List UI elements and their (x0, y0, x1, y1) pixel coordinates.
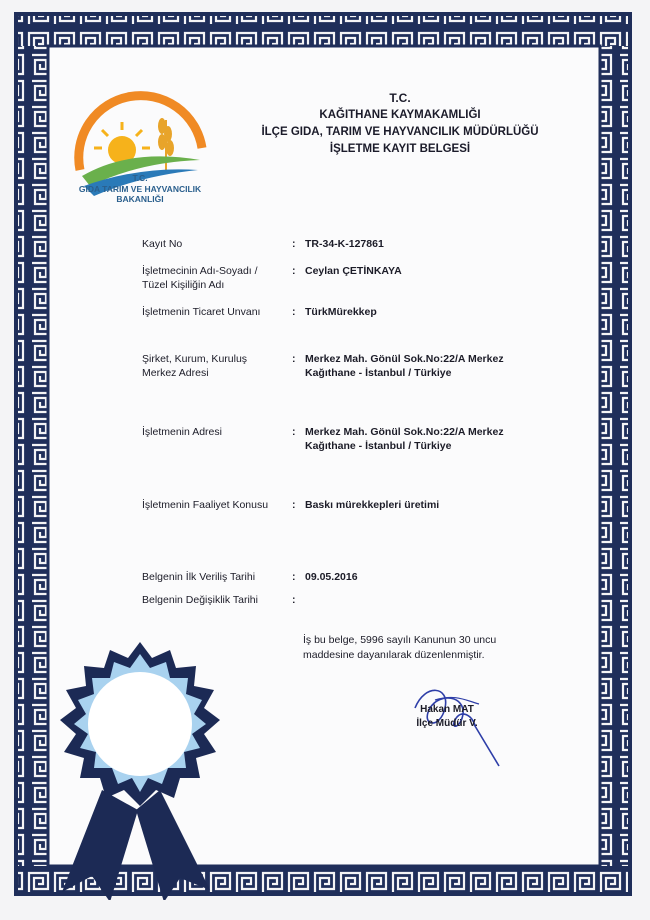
header-office: KAĞITHANE KAYMAKAMLIĞI (319, 109, 481, 121)
document-title: İŞLETME KAYIT BELGESİ (329, 143, 471, 155)
value-line: TürkMürekkep (305, 306, 377, 318)
field-label-trade-name (142, 305, 292, 319)
label-line: Kayıt No (142, 238, 183, 250)
label-line: Belgenin İlk Veriliş Tarihi (142, 571, 256, 583)
field-colon: : (292, 265, 296, 277)
field-value-business-address (305, 425, 555, 453)
field-label-registration-no (142, 237, 292, 251)
logo-caption (66, 173, 214, 205)
field-colon: : (292, 594, 296, 606)
label-line: İşletmecinin Adı-Soyadı / (142, 265, 258, 277)
label-line: İşletmenin Adresi (142, 426, 222, 438)
field-value-trade-name (305, 305, 555, 319)
field-label-hq-address (142, 352, 292, 380)
seal-ribbon (62, 790, 210, 900)
value-line: Baskı mürekkepleri üretimi (305, 499, 440, 511)
header-country: T.C. (389, 91, 411, 105)
label-line: İşletmenin Ticaret Unvanı (142, 306, 261, 318)
logo-caption-line: T.C. (132, 173, 148, 183)
logo-caption-line: GIDA TARIM VE HAYVANCILIK (78, 183, 202, 194)
label-line: Tüzel Kişiliğin Adı (142, 279, 225, 291)
field-colon: : (292, 426, 296, 438)
signatory-title: İlçe Müdür V. (416, 718, 478, 729)
value-line: Kağıthane - İstanbul / Türkiye (305, 440, 452, 452)
field-label-business-address (142, 425, 292, 439)
field-value-activity (305, 498, 555, 512)
field-label-operator-name (142, 264, 292, 292)
field-colon: : (292, 353, 296, 365)
signatory-name: Hakan MAT (420, 704, 474, 715)
signatory (392, 703, 502, 731)
field-colon: : (292, 306, 296, 318)
field-value-operator-name (305, 264, 555, 278)
logo-caption-line: BAKANLIĞI (116, 194, 164, 204)
declaration-line: İş bu belge, 5996 sayılı Kanunun 30 uncu (303, 634, 497, 646)
value-line: Merkez Mah. Gönül Sok.No:22/A Merkez (305, 353, 504, 365)
seal-badge (60, 642, 220, 806)
certificate-header (200, 90, 600, 158)
rosette-seal (40, 640, 240, 900)
field-value-registration-no (305, 237, 555, 251)
field-colon: : (292, 571, 296, 583)
header-directorate: İLÇE GIDA, TARIM VE HAYVANCILIK MÜDÜRLÜĞÜ (261, 126, 539, 138)
field-label-issue-date (142, 570, 292, 584)
field-colon: : (292, 238, 296, 250)
legal-declaration (303, 633, 563, 663)
field-label-activity (142, 498, 292, 512)
declaration-line: maddesine dayanılarak düzenlenmiştir. (303, 649, 485, 661)
field-colon: : (292, 499, 296, 511)
label-line: Belgenin Değişiklik Tarihi (142, 594, 258, 606)
field-value-hq-address (305, 352, 555, 380)
label-line: Şirket, Kurum, Kuruluş (142, 353, 248, 365)
value-line: Merkez Mah. Gönül Sok.No:22/A Merkez (305, 426, 504, 438)
value-line: Kağıthane - İstanbul / Türkiye (305, 367, 452, 379)
field-label-change-date (142, 593, 292, 607)
label-line: Merkez Adresi (142, 367, 209, 379)
value-line: 09.05.2016 (305, 571, 358, 583)
label-line: İşletmenin Faaliyet Konusu (142, 499, 269, 511)
value-line: Ceylan ÇETİNKAYA (305, 265, 402, 277)
value-line: TR-34-K-127861 (305, 238, 384, 250)
field-value-issue-date (305, 570, 555, 584)
